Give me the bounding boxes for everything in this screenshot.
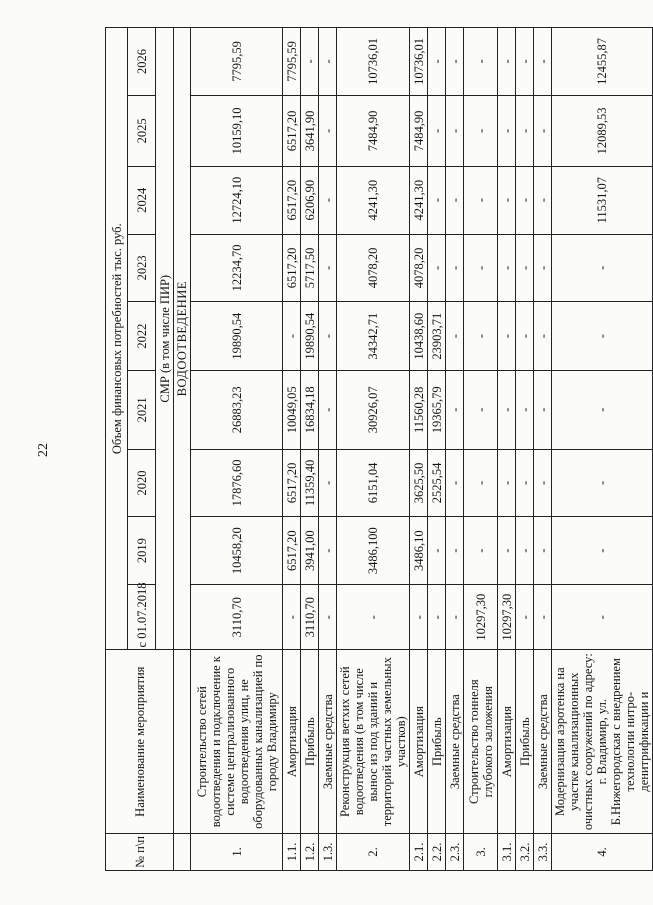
value-cell: 10736,01 bbox=[410, 28, 428, 96]
rotated-table-sheet bbox=[105, 27, 651, 871]
year-header: 2019 bbox=[128, 517, 156, 585]
value-cell: 2525,54 bbox=[428, 449, 446, 517]
row-number: 2.3. bbox=[446, 833, 464, 870]
section-name-cell bbox=[174, 650, 191, 833]
row-number: 1.2. bbox=[301, 833, 319, 870]
value-cell: - bbox=[446, 449, 464, 517]
value-cell: - bbox=[498, 302, 516, 371]
value-cell: 10297,30 bbox=[498, 584, 516, 650]
value-cell: - bbox=[319, 166, 337, 234]
value-cell: - bbox=[319, 95, 337, 166]
value-cell: - bbox=[428, 28, 446, 96]
value-cell: - bbox=[428, 584, 446, 650]
table-row bbox=[516, 28, 534, 871]
value-cell: - bbox=[552, 371, 653, 450]
value-cell: - bbox=[319, 234, 337, 302]
value-cell: 4078,20 bbox=[410, 234, 428, 302]
row-name: Реконструкция ветхих сетей водоотведения (в том числе вынос из под зданий и территорий частных земельных участков) bbox=[337, 650, 410, 833]
value-cell: - bbox=[428, 95, 446, 166]
value-cell: 7795,59 bbox=[191, 28, 283, 96]
value-cell: - bbox=[498, 28, 516, 96]
financial-needs-table bbox=[105, 27, 653, 871]
name-header: Наименование мероприятия bbox=[106, 650, 174, 833]
value-cell: 6517,20 bbox=[283, 95, 301, 166]
value-cell: - bbox=[319, 449, 337, 517]
table-row bbox=[337, 28, 410, 871]
value-cell: 16834,18 bbox=[301, 371, 319, 450]
value-cell: 10049,05 bbox=[283, 371, 301, 450]
value-cell: 12455,87 bbox=[552, 28, 653, 96]
value-cell: 3486,100 bbox=[337, 517, 410, 585]
value-cell: - bbox=[446, 28, 464, 96]
year-header: 2023 bbox=[128, 234, 156, 302]
value-cell: - bbox=[464, 234, 498, 302]
row-number: 2.1. bbox=[410, 833, 428, 870]
row-name: Заемные средства bbox=[534, 650, 552, 833]
value-cell: - bbox=[534, 371, 552, 450]
value-cell: - bbox=[498, 517, 516, 585]
value-cell: - bbox=[516, 584, 534, 650]
value-cell: 23903,71 bbox=[428, 302, 446, 371]
value-cell: - bbox=[464, 517, 498, 585]
table-row bbox=[410, 28, 428, 871]
value-cell: - bbox=[516, 95, 534, 166]
value-cell: 6151,04 bbox=[337, 449, 410, 517]
value-cell: - bbox=[552, 234, 653, 302]
value-cell: 3941,00 bbox=[301, 517, 319, 585]
value-cell: 10159,10 bbox=[191, 95, 283, 166]
value-cell: - bbox=[498, 449, 516, 517]
value-cell: - bbox=[516, 302, 534, 371]
value-cell: - bbox=[534, 584, 552, 650]
table-row bbox=[498, 28, 516, 871]
value-cell: - bbox=[446, 584, 464, 650]
row-number: 2.2. bbox=[428, 833, 446, 870]
value-cell: - bbox=[498, 371, 516, 450]
year-header: 2024 bbox=[128, 166, 156, 234]
value-cell: - bbox=[534, 517, 552, 585]
value-cell: 12089,53 bbox=[552, 95, 653, 166]
value-cell: 10736,01 bbox=[337, 28, 410, 96]
section-title: ВОДООТВЕДЕНИЕ bbox=[174, 28, 191, 650]
value-cell: - bbox=[498, 166, 516, 234]
row-number: 3.2. bbox=[516, 833, 534, 870]
row-number: 1. bbox=[191, 833, 283, 870]
value-cell: 19890,54 bbox=[301, 302, 319, 371]
value-cell: - bbox=[534, 28, 552, 96]
row-number: 2. bbox=[337, 833, 410, 870]
value-cell: - bbox=[428, 234, 446, 302]
value-cell: - bbox=[319, 517, 337, 585]
value-cell: 6517,20 bbox=[283, 234, 301, 302]
value-cell: 7484,90 bbox=[337, 95, 410, 166]
value-cell: - bbox=[319, 371, 337, 450]
value-cell: - bbox=[516, 166, 534, 234]
value-cell: - bbox=[534, 234, 552, 302]
value-cell: 6517,20 bbox=[283, 166, 301, 234]
value-cell: - bbox=[283, 302, 301, 371]
value-cell: 30926,07 bbox=[337, 371, 410, 450]
row-number: 3. bbox=[464, 833, 498, 870]
value-cell: - bbox=[464, 302, 498, 371]
page-number: 22 bbox=[36, 443, 51, 457]
value-cell: - bbox=[428, 166, 446, 234]
value-cell: - bbox=[552, 584, 653, 650]
value-cell: - bbox=[446, 371, 464, 450]
value-cell: - bbox=[534, 166, 552, 234]
value-cell: - bbox=[552, 517, 653, 585]
value-cell: - bbox=[446, 95, 464, 166]
value-cell: - bbox=[464, 166, 498, 234]
table-row bbox=[464, 28, 498, 871]
value-cell: 5717,50 bbox=[301, 234, 319, 302]
value-cell: - bbox=[410, 584, 428, 650]
section-num-cell bbox=[174, 833, 191, 870]
value-cell: - bbox=[319, 584, 337, 650]
value-cell: 34342,71 bbox=[337, 302, 410, 371]
value-cell: - bbox=[516, 449, 534, 517]
value-cell: 4241,30 bbox=[337, 166, 410, 234]
value-cell: - bbox=[534, 95, 552, 166]
value-cell: 10297,30 bbox=[464, 584, 498, 650]
value-cell: - bbox=[446, 166, 464, 234]
table-row bbox=[301, 28, 319, 871]
value-cell: - bbox=[516, 371, 534, 450]
row-name: Строительство тоннеля глубокого заложения bbox=[464, 650, 498, 833]
year-header: 2025 bbox=[128, 95, 156, 166]
row-name: Модернизация аэротенка на участке канализационных очистных сооружений по адресу: г. Владимир, ул. Б.Нижегородская с внедрением технологии нитро-денитрификации и bbox=[552, 650, 653, 833]
value-cell: - bbox=[516, 234, 534, 302]
row-number: 3.3. bbox=[534, 833, 552, 870]
value-cell: 26883,23 bbox=[191, 371, 283, 450]
row-name: Амортизация bbox=[283, 650, 301, 833]
value-cell: - bbox=[319, 28, 337, 96]
value-cell: - bbox=[283, 584, 301, 650]
value-cell: 12234,70 bbox=[191, 234, 283, 302]
value-cell: 12724,10 bbox=[191, 166, 283, 234]
value-cell: - bbox=[464, 28, 498, 96]
value-cell: - bbox=[516, 28, 534, 96]
table-row bbox=[534, 28, 552, 871]
value-cell: - bbox=[464, 95, 498, 166]
smr-header: СМР (в том числе ПИР) bbox=[156, 28, 174, 650]
value-cell: - bbox=[498, 234, 516, 302]
value-cell: - bbox=[428, 517, 446, 585]
value-cell: - bbox=[464, 371, 498, 450]
row-name: Заемные средства bbox=[446, 650, 464, 833]
value-cell: - bbox=[337, 584, 410, 650]
value-cell: - bbox=[446, 234, 464, 302]
year-header: 2026 bbox=[128, 28, 156, 96]
row-name: Прибыль bbox=[301, 650, 319, 833]
value-cell: 3641,90 bbox=[301, 95, 319, 166]
value-cell: 6517,20 bbox=[283, 517, 301, 585]
row-name: Амортизация bbox=[410, 650, 428, 833]
year-header: 2020 bbox=[128, 449, 156, 517]
row-number: 3.1. bbox=[498, 833, 516, 870]
value-cell: 10458,20 bbox=[191, 517, 283, 585]
row-name: Амортизация bbox=[498, 650, 516, 833]
value-cell: 10438,60 bbox=[410, 302, 428, 371]
row-number: 1.3. bbox=[319, 833, 337, 870]
value-cell: - bbox=[516, 517, 534, 585]
value-cell: 6206,90 bbox=[301, 166, 319, 234]
value-cell: 3110,70 bbox=[301, 584, 319, 650]
value-cell: 3110,70 bbox=[191, 584, 283, 650]
num-header: № п\п bbox=[106, 833, 174, 870]
value-cell: 4241,30 bbox=[410, 166, 428, 234]
value-cell: - bbox=[319, 302, 337, 371]
year-header: 2021 bbox=[128, 371, 156, 450]
value-cell: 7795,59 bbox=[283, 28, 301, 96]
value-cell: 6517,20 bbox=[283, 449, 301, 517]
value-cell: - bbox=[552, 449, 653, 517]
row-number: 4. bbox=[552, 833, 653, 870]
table-row bbox=[428, 28, 446, 871]
value-cell: 17876,60 bbox=[191, 449, 283, 517]
value-cell: 19365,79 bbox=[428, 371, 446, 450]
row-name: Заемные средства bbox=[319, 650, 337, 833]
value-cell: 4078,20 bbox=[337, 234, 410, 302]
value-cell: 11560,28 bbox=[410, 371, 428, 450]
value-cell: 3625,50 bbox=[410, 449, 428, 517]
table-row bbox=[191, 28, 283, 871]
value-cell: - bbox=[498, 95, 516, 166]
value-cell: - bbox=[534, 302, 552, 371]
value-cell: 19890,54 bbox=[191, 302, 283, 371]
table-row bbox=[446, 28, 464, 871]
value-cell: - bbox=[534, 449, 552, 517]
value-cell: 3486,10 bbox=[410, 517, 428, 585]
row-name: Строительство сетей водоотведения и подключение к системе централизованного водоотведения улиц, не оборудованных канализацией по городу Владимиру bbox=[191, 650, 283, 833]
row-name: Прибыль bbox=[516, 650, 534, 833]
start-period-header: с 01.07.2018 bbox=[128, 584, 156, 650]
table-row bbox=[283, 28, 301, 871]
value-cell: - bbox=[301, 28, 319, 96]
value-cell: - bbox=[446, 302, 464, 371]
value-cell: - bbox=[446, 517, 464, 585]
row-number: 1.1. bbox=[283, 833, 301, 870]
value-cell: - bbox=[464, 449, 498, 517]
value-cell: - bbox=[552, 302, 653, 371]
value-cell: 11359,40 bbox=[301, 449, 319, 517]
finance-header: Объем финансовых потребностей тыс. руб. bbox=[106, 28, 128, 650]
table-row bbox=[319, 28, 337, 871]
year-header: 2022 bbox=[128, 302, 156, 371]
row-name: Прибыль bbox=[428, 650, 446, 833]
value-cell: 11531,07 bbox=[552, 166, 653, 234]
value-cell: 7484,90 bbox=[410, 95, 428, 166]
table-row bbox=[552, 28, 653, 871]
